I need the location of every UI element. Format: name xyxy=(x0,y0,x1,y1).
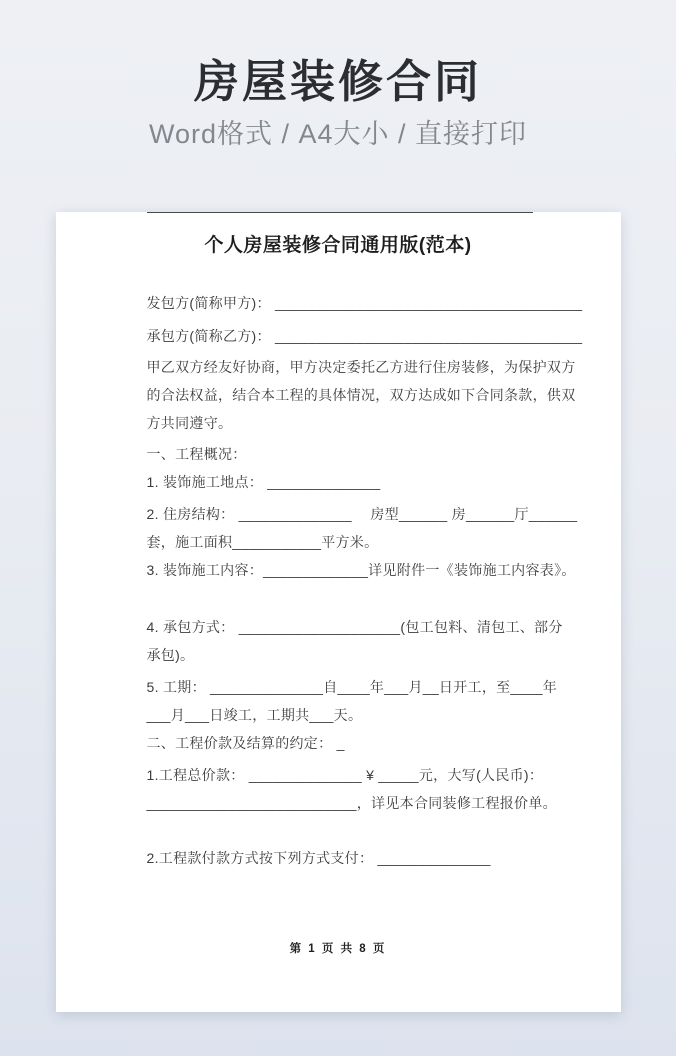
item-4-line-1: 4. 承包方式： ____________________(包工包料、清包工、部分 xyxy=(146,619,563,635)
item-1-line: 1. 装饰施工地点： ______________ xyxy=(146,474,381,490)
page-subtitle: Word格式 / A4大小 / 直接打印 xyxy=(148,119,528,149)
item-3-line: 3. 装饰施工内容：_____________详见附件一《装饰施工内容表》。 xyxy=(146,562,576,578)
party-b-line: 承包方(简称乙方)： ______________________________________ xyxy=(146,328,583,344)
document-title: 个人房屋装修合同通用版(范本) xyxy=(204,235,472,256)
item-2-line-2: 套，施工面积___________平方米。 xyxy=(146,534,379,550)
party-a-line: 发包方(简称甲方)： ______________________________________ xyxy=(146,295,583,311)
intro-line-2: 的合法权益，结合本工程的具体情况，双方达成如下合同条款，供双 xyxy=(146,387,576,403)
price-line-2: __________________________，详见本合同装修工程报价单。 xyxy=(146,795,557,811)
document-page xyxy=(56,212,621,1012)
page-number: 第 1 页 共 8 页 xyxy=(289,943,387,955)
intro-line-1: 甲乙双方经友好协商，甲方决定委托乙方进行住房装修，为保护双方 xyxy=(146,359,576,375)
item-2-line-1: 2. 住房结构： ______________ 房型______ 房______厅______ xyxy=(146,506,578,522)
payment-line: 2.工程款付款方式按下列方式支付： ______________ xyxy=(146,850,491,866)
item-4-line-2: 承包)。 xyxy=(146,647,195,663)
item-5-line-1: 5. 工期： ______________自____年___月__日开工，至____年 xyxy=(146,679,558,695)
section-2-heading: 二、工程价款及结算的约定： _ xyxy=(146,735,345,751)
section-1-heading: 一、工程概况： xyxy=(146,446,247,462)
page-title: 房屋装修合同 xyxy=(193,56,482,107)
intro-line-3: 方共同遵守。 xyxy=(146,415,233,431)
banner xyxy=(0,0,676,150)
price-line-1: 1.工程总价款： ______________ ¥ _____元，大写(人民币)： xyxy=(146,767,544,783)
contract-body xyxy=(147,287,593,872)
item-5-line-2: ___月___日竣工，工期共___天。 xyxy=(146,707,363,723)
header-rule xyxy=(147,212,533,213)
